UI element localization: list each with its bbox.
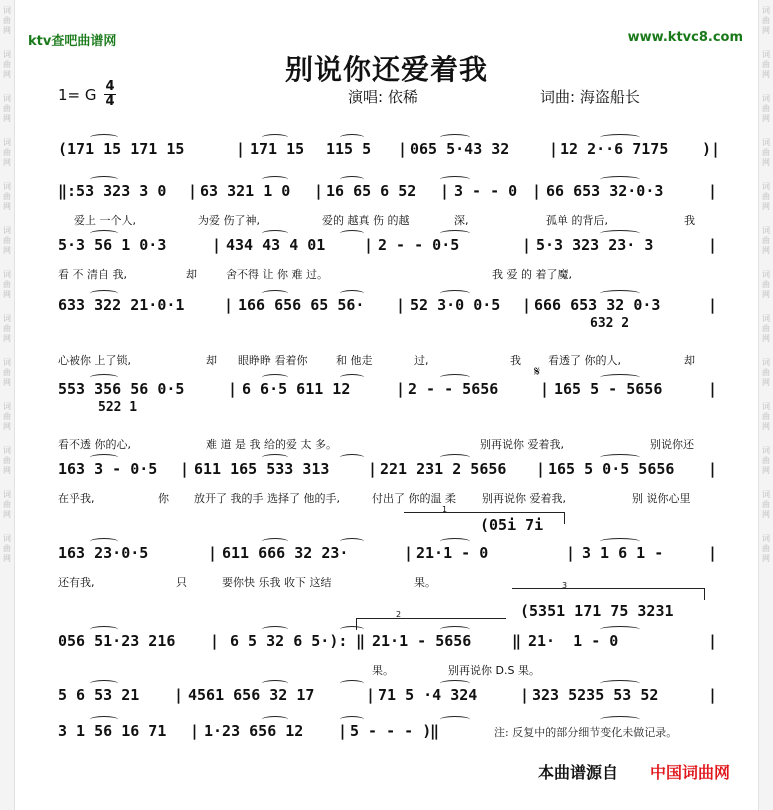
barline: |: [174, 686, 184, 704]
watermark-glyph: 词: [3, 226, 11, 235]
watermark-glyph: 词: [762, 182, 770, 191]
slur-arc: [90, 626, 118, 633]
lyric-text: 别再说你 爱着我,: [482, 492, 566, 505]
watermark-glyph: 词: [762, 270, 770, 279]
notation-group: 611 666 32 23·: [222, 544, 349, 562]
lyric-text: 舍不得 让 你 难 过。: [226, 268, 328, 281]
lyric-text: 别再说你 爱着我,: [480, 438, 564, 451]
volta-3-end: [704, 588, 705, 600]
slur-arc: [262, 454, 288, 461]
barline: |: [396, 296, 406, 314]
watermark-glyph: 词: [3, 50, 11, 59]
slur-arc: [600, 230, 640, 237]
slur-arc: [340, 538, 364, 545]
watermark-glyph: 词: [3, 182, 11, 191]
slur-arc: [600, 454, 640, 461]
lyric-text: 孤单 的背后,: [546, 214, 608, 227]
barline: ‖: [430, 722, 440, 740]
watermark-glyph: 曲: [3, 324, 11, 333]
variant-notation: 632 2: [590, 316, 630, 331]
barline: |: [396, 380, 406, 398]
slur-arc: [262, 290, 288, 297]
slur-arc: [600, 134, 640, 141]
watermark-glyph: 词: [762, 446, 770, 455]
watermark-glyph: 网: [762, 246, 770, 255]
slur-arc: [90, 680, 118, 687]
watermark-block: [0, 534, 14, 564]
slur-arc: [340, 290, 364, 297]
watermark-glyph: 词: [762, 314, 770, 323]
lyric-text: 却: [186, 268, 197, 281]
footnote: 注: 反复中的部分细节变化未做记录。: [494, 726, 678, 739]
notation-group: 056 51·23 216: [58, 632, 176, 650]
watermark-glyph: 曲: [762, 148, 770, 157]
watermark-glyph: 词: [762, 226, 770, 235]
watermark-glyph: 网: [762, 422, 770, 431]
watermark-block: [759, 446, 773, 476]
watermark-block: [759, 138, 773, 168]
lyric-text: 心被你 上了锁,: [58, 354, 131, 367]
site-name-left[interactable]: ktv查吧曲谱网: [28, 34, 117, 49]
source-label: 本曲谱源自: [538, 763, 619, 782]
watermark-glyph: 曲: [762, 412, 770, 421]
notation-group: 21· 1 - 0: [528, 632, 619, 650]
slur-arc: [440, 230, 470, 237]
slur-arc: [340, 230, 364, 237]
watermark-glyph: 曲: [762, 544, 770, 553]
barline: |: [708, 236, 718, 254]
watermark-glyph: 曲: [762, 280, 770, 289]
notation-group: 163 3 - 0·5: [58, 460, 158, 478]
watermark-glyph: 网: [3, 290, 11, 299]
notation-group: 21·1 - 5656: [372, 632, 472, 650]
barline: |: [224, 296, 234, 314]
lyric-text: 放开了 我的手 选择了 他的手,: [194, 492, 340, 505]
watermark-glyph: 词: [762, 138, 770, 147]
watermark-block: [759, 358, 773, 388]
slur-arc: [340, 716, 364, 723]
barline: |: [364, 236, 374, 254]
volta-3-line: [512, 588, 704, 589]
barline: |: [566, 544, 576, 562]
slur-arc: [340, 134, 364, 141]
watermark-glyph: 网: [3, 246, 11, 255]
notation-group: 2 - - 0·5: [378, 236, 460, 254]
slur-arc: [340, 176, 364, 183]
meter-top: 4: [105, 79, 115, 94]
slur-arc: [262, 374, 288, 381]
watermark-glyph: 网: [3, 202, 11, 211]
slur-arc: [440, 374, 470, 381]
barline: |: [540, 380, 550, 398]
watermark-glyph: 词: [3, 270, 11, 279]
slur-arc: [600, 716, 640, 723]
barline: |: [368, 460, 378, 478]
watermark-glyph: 曲: [762, 16, 770, 25]
notation-group: 5·3 56 1 0·3: [58, 236, 167, 254]
barline: |: [522, 236, 532, 254]
notation-group: ‖:53 323 3 0: [58, 182, 167, 200]
notation-group: 221 231 2 5656: [380, 460, 507, 478]
slur-arc: [340, 454, 364, 461]
watermark-glyph: 网: [3, 158, 11, 167]
notation-group: 633 322 21·0·1: [58, 296, 185, 314]
watermark-glyph: 网: [3, 378, 11, 387]
watermark-glyph: 曲: [3, 456, 11, 465]
lyric-text: 只: [176, 576, 187, 589]
barline: |: [228, 380, 238, 398]
source-site-link[interactable]: 中国词曲网: [650, 763, 731, 782]
slur-arc: [90, 374, 118, 381]
volta-3-label: 3: [562, 581, 568, 590]
watermark-glyph: 曲: [3, 192, 11, 201]
notation-group: 165 5 0·5 5656: [548, 460, 675, 478]
lyric-text: 你: [158, 492, 169, 505]
notation-group: 5·3 323 23· 3: [536, 236, 654, 254]
barline: |: [366, 686, 376, 704]
barline: |: [549, 140, 559, 158]
watermark-glyph: 词: [3, 490, 11, 499]
watermark-glyph: 网: [762, 290, 770, 299]
watermark-glyph: 词: [3, 402, 11, 411]
watermark-block: [0, 402, 14, 432]
watermark-glyph: 网: [762, 202, 770, 211]
watermark-glyph: 词: [3, 446, 11, 455]
slur-arc: [440, 538, 470, 545]
slur-arc: [90, 290, 118, 297]
watermark-glyph: 曲: [762, 500, 770, 509]
watermark-glyph: 曲: [3, 544, 11, 553]
slur-arc: [600, 680, 640, 687]
slur-arc: [90, 538, 118, 545]
slur-arc: [600, 176, 640, 183]
lyric-text: 看 不 清自 我,: [58, 268, 127, 281]
watermark-glyph: 曲: [762, 104, 770, 113]
left-watermark-strip: [0, 0, 15, 810]
watermark-block: [0, 490, 14, 520]
watermark-glyph: 词: [3, 138, 11, 147]
watermark-glyph: 词: [3, 94, 11, 103]
watermark-glyph: 网: [3, 466, 11, 475]
watermark-glyph: 词: [3, 6, 11, 15]
slur-arc: [440, 134, 470, 141]
watermark-glyph: 词: [3, 534, 11, 543]
lyric-text: 在乎我,: [58, 492, 95, 505]
watermark-block: [0, 226, 14, 256]
barline: )|: [702, 140, 721, 158]
barline: |: [708, 460, 718, 478]
notation-group: 1·23 656 12: [204, 722, 304, 740]
slur-arc: [440, 716, 470, 723]
watermark-glyph: 曲: [762, 236, 770, 245]
notation-group: 5 - - - ): [350, 722, 432, 740]
watermark-glyph: 曲: [762, 192, 770, 201]
watermark-glyph: 曲: [762, 456, 770, 465]
slur-arc: [262, 230, 288, 237]
notation-group: 3 1 56 16 71: [58, 722, 167, 740]
lyric-text: 和 他走: [336, 354, 373, 367]
notation-group: 171 15: [250, 140, 305, 158]
notation-group: 6 6·5 611 12: [242, 380, 351, 398]
slur-arc: [340, 680, 364, 687]
watermark-glyph: 网: [3, 422, 11, 431]
watermark-block: [759, 270, 773, 300]
notation-group: 16 65 6 52: [326, 182, 417, 200]
slur-arc: [440, 290, 470, 297]
watermark-glyph: 词: [762, 402, 770, 411]
watermark-block: [0, 94, 14, 124]
slur-arc: [440, 454, 470, 461]
lyric-text: 为爱 伤了神,: [198, 214, 260, 227]
barline: |: [708, 182, 718, 200]
watermark-block: [0, 6, 14, 36]
watermark-glyph: 曲: [762, 324, 770, 333]
notation-group: 553 356 56 0·5: [58, 380, 185, 398]
bridge-notation: (5351 171 75 3231: [520, 602, 674, 620]
notation-group: 21·1 - 0: [416, 544, 489, 562]
barline: |: [180, 460, 190, 478]
slur-arc: [440, 626, 470, 633]
watermark-block: [0, 446, 14, 476]
watermark-block: [759, 226, 773, 256]
slur-arc: [440, 176, 470, 183]
watermark-glyph: 曲: [3, 104, 11, 113]
notation-group: 3 - - 0: [454, 182, 518, 200]
lyric-text: 眼睁睁 看着你: [238, 354, 308, 367]
lyric-text: 深,: [454, 214, 469, 227]
watermark-block: [759, 490, 773, 520]
slur-arc: [90, 134, 118, 141]
watermark-glyph: 曲: [762, 60, 770, 69]
watermark-glyph: 网: [3, 26, 11, 35]
notation-group: 2 - - 5656: [408, 380, 499, 398]
slur-arc: [90, 176, 118, 183]
watermark-block: [0, 138, 14, 168]
lyric-text: 我: [684, 214, 695, 227]
watermark-block: [759, 314, 773, 344]
notation-group: 166 656 65 56·: [238, 296, 365, 314]
watermark-glyph: 网: [3, 554, 11, 563]
slur-arc: [90, 230, 118, 237]
slur-arc: [262, 626, 288, 633]
lyric-text: 还有我,: [58, 576, 95, 589]
watermark-glyph: 网: [3, 70, 11, 79]
barline: |: [536, 460, 546, 478]
notation-group: 666 653 32 0·3: [534, 296, 661, 314]
watermark-glyph: 网: [762, 466, 770, 475]
lyric-text: 过,: [414, 354, 429, 367]
watermark-glyph: 曲: [762, 368, 770, 377]
watermark-glyph: 曲: [3, 500, 11, 509]
barline: |: [314, 182, 324, 200]
notation-group: 52 3·0 0·5: [410, 296, 501, 314]
song-title: 别说你还爱着我: [284, 53, 488, 86]
writer-credit: 词曲: 海盗船长: [540, 88, 640, 106]
notation-group: 065 5·43 32: [410, 140, 510, 158]
notation-group: 611 165 533 313: [194, 460, 330, 478]
watermark-glyph: 网: [762, 158, 770, 167]
watermark-glyph: 网: [3, 510, 11, 519]
barline: |: [440, 182, 450, 200]
notation-group: 71 5 ·4 324: [378, 686, 478, 704]
slur-arc: [600, 290, 640, 297]
barline: |: [236, 140, 246, 158]
volta-1-label: 1: [442, 505, 448, 514]
slur-arc: [600, 626, 640, 633]
lyric-text: 我 爱 的 着了魔,: [492, 268, 572, 281]
barline: |: [520, 686, 530, 704]
barline: ‖: [356, 632, 366, 650]
barline: |: [522, 296, 532, 314]
watermark-block: [759, 534, 773, 564]
lyric-text: 却: [206, 354, 217, 367]
barline: |: [708, 544, 718, 562]
variant-notation: 522 1: [98, 400, 138, 415]
right-watermark-strip: [758, 0, 773, 810]
watermark-block: [0, 358, 14, 388]
site-url-right[interactable]: www.ktvc8.com: [627, 30, 743, 45]
notation-group: (171 15 171 15: [58, 140, 185, 158]
lyric-text: 难 道 是 我 给的爱 太 多。: [206, 438, 337, 451]
lyric-text: 看透了 你的人,: [548, 354, 621, 367]
volta-1-line: [404, 512, 564, 513]
barline: |: [210, 632, 220, 650]
lyric-text: 别 说你心里: [632, 492, 691, 505]
notation-group: 163 23·0·5: [58, 544, 149, 562]
watermark-glyph: 网: [762, 114, 770, 123]
watermark-block: [759, 182, 773, 212]
watermark-glyph: 曲: [3, 60, 11, 69]
watermark-block: [759, 402, 773, 432]
barline: |: [338, 722, 348, 740]
volta-1-end: [564, 512, 565, 524]
slur-arc: [90, 716, 118, 723]
slur-arc: [340, 626, 364, 633]
barline: |: [708, 380, 718, 398]
watermark-glyph: 词: [762, 534, 770, 543]
watermark-block: [759, 6, 773, 36]
watermark-glyph: 词: [762, 358, 770, 367]
time-signature: [104, 80, 116, 109]
notation-group: 115 5: [326, 140, 372, 158]
watermark-glyph: 词: [762, 94, 770, 103]
watermark-glyph: 网: [762, 378, 770, 387]
slur-arc: [600, 538, 640, 545]
watermark-glyph: 网: [762, 334, 770, 343]
notation-group: 12 2··6 7175: [560, 140, 669, 158]
slur-arc: [262, 176, 288, 183]
singer-credit: 演唱: 依稀: [348, 88, 418, 106]
notation-group: 66 653 32·0·3: [546, 182, 664, 200]
lyric-text: 别说你还: [650, 438, 694, 451]
lyric-text: 爱的 越真 伤 的越: [322, 214, 410, 227]
barline: |: [190, 722, 200, 740]
lyric-text: 爱上 一个人,: [74, 214, 136, 227]
barline: |: [404, 544, 414, 562]
barline: |: [708, 296, 718, 314]
slur-arc: [262, 134, 288, 141]
volta-2-label: 2: [396, 610, 402, 619]
watermark-glyph: 网: [762, 70, 770, 79]
notation-group: 4561 656 32 17: [188, 686, 315, 704]
watermark-glyph: 网: [3, 114, 11, 123]
lyric-text: 果。: [372, 664, 394, 677]
watermark-glyph: 曲: [3, 236, 11, 245]
notation-group: 5 6 53 21: [58, 686, 140, 704]
volta-2-line: [356, 618, 506, 619]
volta-2-start: [356, 618, 357, 630]
watermark-glyph: 曲: [3, 368, 11, 377]
lyric-text: 果。: [414, 576, 436, 589]
notation-group: 3 1 6 1 -: [582, 544, 664, 562]
barline: |: [532, 182, 542, 200]
segno-sign: 𝄋: [534, 364, 541, 380]
lyric-text: 却: [684, 354, 695, 367]
barline: |: [212, 236, 222, 254]
bridge-notation: (05i 7i: [480, 516, 544, 534]
lyric-text: 要你快 乐我 收下 这结: [222, 576, 332, 589]
notation-group: 6 5 32 6 5·):: [230, 632, 348, 650]
watermark-glyph: 词: [762, 50, 770, 59]
slur-arc: [262, 538, 288, 545]
watermark-glyph: 曲: [3, 412, 11, 421]
barline: |: [708, 686, 718, 704]
lyric-text: 别再说你 D.S 果。: [448, 664, 540, 677]
watermark-block: [0, 182, 14, 212]
watermark-glyph: 曲: [3, 16, 11, 25]
watermark-glyph: 网: [762, 554, 770, 563]
watermark-glyph: 网: [3, 334, 11, 343]
barline: |: [398, 140, 408, 158]
slur-arc: [262, 716, 288, 723]
barline: |: [188, 182, 198, 200]
watermark-glyph: 词: [762, 6, 770, 15]
notation-group: 165 5 - 5656: [554, 380, 663, 398]
slur-arc: [340, 374, 364, 381]
slur-arc: [262, 680, 288, 687]
watermark-glyph: 曲: [3, 148, 11, 157]
watermark-glyph: 词: [762, 490, 770, 499]
watermark-glyph: 网: [762, 26, 770, 35]
key-signature: 1= G: [58, 86, 97, 104]
watermark-block: [759, 94, 773, 124]
barline: ‖: [512, 632, 522, 650]
watermark-glyph: 词: [3, 314, 11, 323]
watermark-glyph: 曲: [3, 280, 11, 289]
lyric-text: 付出了 你的温 柔: [372, 492, 456, 505]
slur-arc: [440, 680, 470, 687]
watermark-glyph: 词: [3, 358, 11, 367]
watermark-block: [0, 314, 14, 344]
barline: |: [208, 544, 218, 562]
notation-group: 434 43 4 01: [226, 236, 326, 254]
watermark-glyph: 网: [762, 510, 770, 519]
slur-arc: [600, 374, 640, 381]
barline: |: [708, 632, 718, 650]
lyric-text: 我: [510, 354, 521, 367]
watermark-block: [0, 270, 14, 300]
lyric-text: 看不透 你的心,: [58, 438, 131, 451]
meter-bottom: 4: [105, 94, 115, 109]
notation-group: 63 321 1 0: [200, 182, 291, 200]
slur-arc: [90, 454, 118, 461]
notation-group: 323 5235 53 52: [532, 686, 659, 704]
